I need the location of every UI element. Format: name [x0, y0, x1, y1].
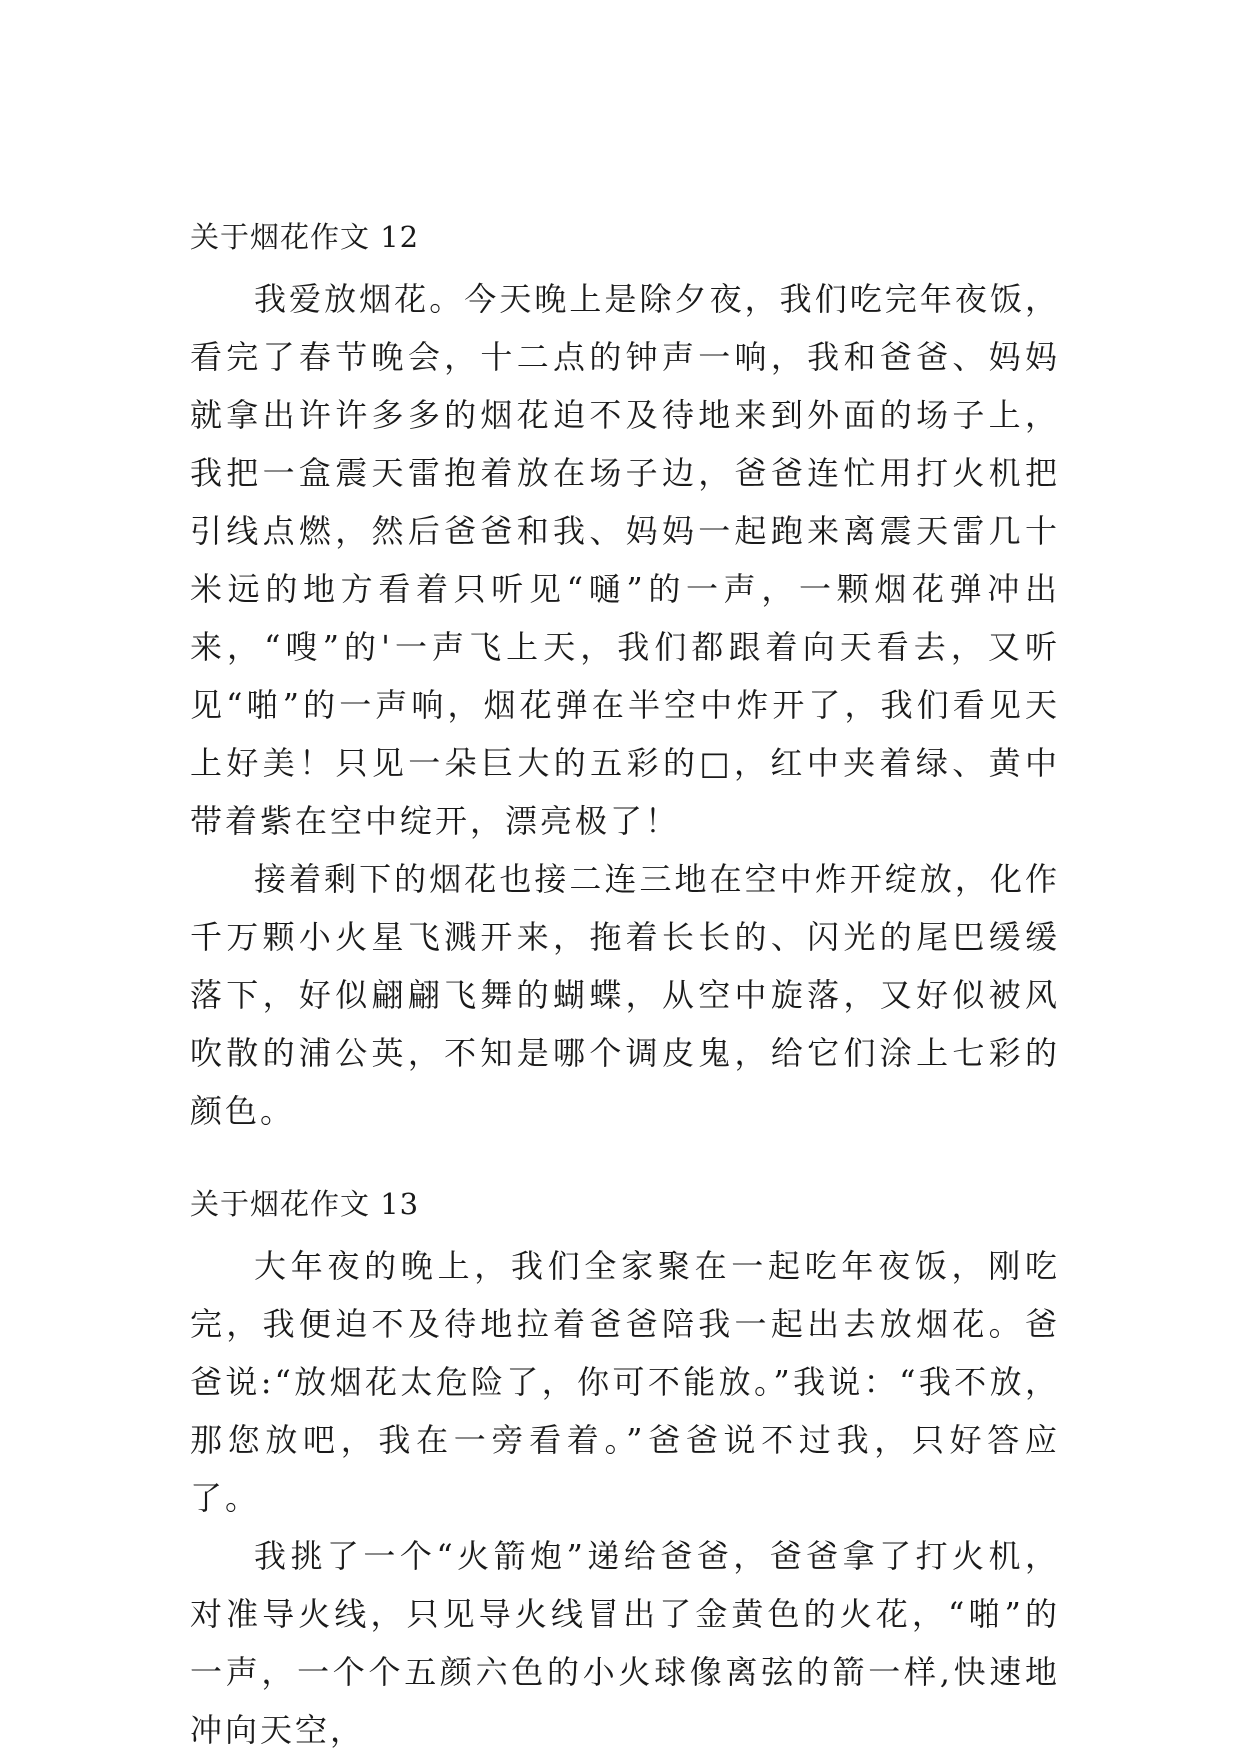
essay-heading: 关于烟花作文 12	[190, 220, 420, 254]
essay-paragraph: 我爱放烟花。今天晚上是除夕夜，我们吃完年夜饭，看完了春节晚会，十二点的钟声一响，我和爸爸、妈妈就拿出许许多多的烟花迫不及待地来到外面的场子上，我把一盒震天雷抱着放在场子边，爸爸连忙用打火机把引线点燃，然后爸爸和我、妈妈一起跑来离震天雷几十米远的地方看着只听见“嗵”的一声，一颗烟花弹冲出来，“嗖”的'一声飞上天，我们都跟着向天看去，又听见“啪”的一声响，烟花弹在半空中炸开了，我们看见天上好美！只见一朵巨大的五彩的□，红中夹着绿、黄中带着紫在空中绽开，漂亮极了！	[190, 280, 1060, 840]
essay-section-12	[190, 218, 1060, 1140]
essay-paragraph: 接着剩下的烟花也接二连三地在空中炸开绽放，化作千万颗小火星飞溅开来，拖着长长的、闪光的尾巴缓缓落下，好似翩翩飞舞的蝴蝶，从空中旋落，又好似被风吹散的浦公英，不知是哪个调皮鬼，给它们涂上七彩的颜色。	[190, 860, 1060, 1130]
essay-paragraph: 大年夜的晚上，我们全家聚在一起吃年夜饭，刚吃完，我便迫不及待地拉着爸爸陪我一起出去放烟花。爸爸说:“放烟花太危险了，你可不能放。”我说：“我不放，那您放吧，我在一旁看着。”爸爸说不过我，只好答应了。	[190, 1247, 1060, 1517]
document-body	[190, 218, 1060, 1759]
essay-section-13	[190, 1185, 1060, 1759]
essay-paragraph: 我挑了一个“火箭炮”递给爸爸，爸爸拿了打火机，对准导火线，只见导火线冒出了金黄色的火花，“啪”的一声，一个个五颜六色的小火球像离弦的箭一样,快速地冲向天空，	[190, 1537, 1060, 1749]
essay-heading: 关于烟花作文 13	[190, 1187, 420, 1221]
